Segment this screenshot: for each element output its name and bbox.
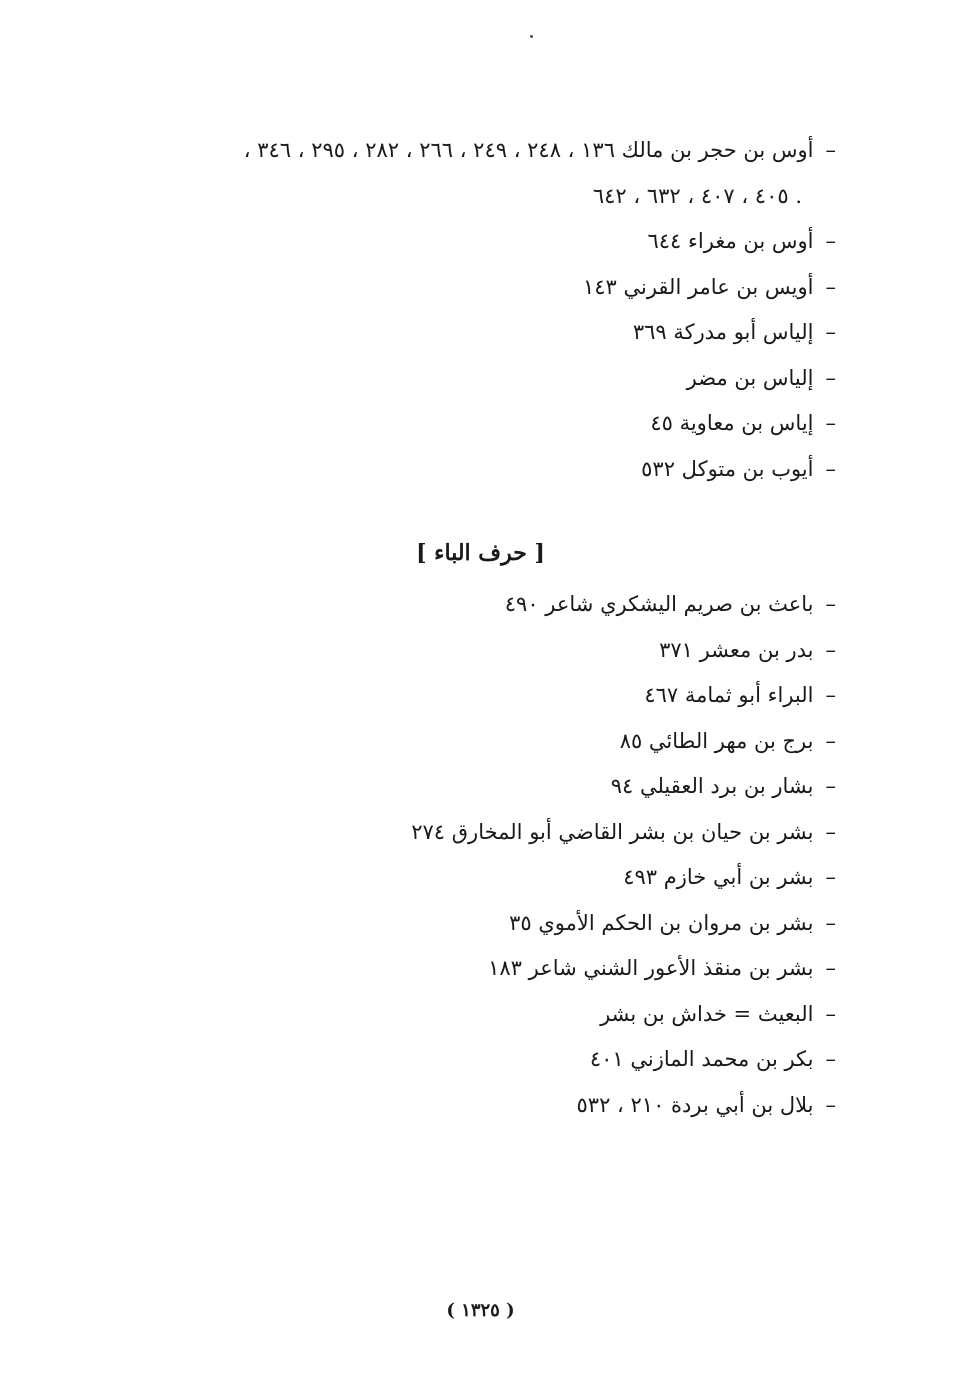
index-entry [116,364,836,410]
entry-text: أوس بن حجر بن مالك ١٣٦ ، ٢٤٨ ، ٢٤٩ ، ٢٦٦ ، ٢٨٢ ، ٢٩٥ ، ٣٤٦ ، [243,138,814,162]
index-entry [116,863,836,909]
entry-dash: – [825,637,836,662]
index-entry [116,455,836,501]
entry-text: برج بن مهر الطائي ٨٥ [619,728,814,753]
entry-text: باعث بن صريم اليشكري شاعر ٤٩٠ [504,592,814,616]
index-entry-continuation [116,182,802,228]
entry-dash: – [825,774,836,798]
entry-text: بشار بن برد العقيلي ٩٤ [610,774,814,798]
scan-speck [530,35,533,38]
entry-dash: – [825,320,836,344]
index-entry [116,909,836,955]
entry-dash: – [825,1047,836,1071]
entry-text: أويس بن عامر القرني ١٤٣ [582,274,814,299]
entry-dash: – [825,456,836,481]
entry-dash: – [825,683,836,707]
index-entry [116,136,836,182]
index-entry [116,818,836,864]
entry-dash: – [825,229,836,253]
index-entry [116,318,836,364]
section-ba-header: [ حرف الباء ] [416,540,545,566]
entry-text: البراء أبو ثمامة ٤٦٧ [644,683,814,707]
page-number: ( ١٣٢٥ ) [446,1300,515,1321]
entry-text: البعيث = خداش بن بشر [600,1001,814,1026]
index-entry [116,681,836,727]
entry-text: بكر بن محمد المازني ٤٠١ [589,1047,814,1071]
entry-text: بلال بن أبي بردة ٢١٠ ، ٥٣٢ [576,1092,814,1117]
entry-text: إياس بن معاوية ٤٥ [650,411,814,435]
entry-text: أوس بن مغراء ٦٤٤ [647,229,814,253]
entry-dash: – [825,910,836,935]
entry-text: بدر بن معشر ٣٧١ [659,637,814,662]
index-entry [116,636,836,682]
entry-dash: – [825,592,836,616]
entry-dash: – [825,819,836,844]
entry-dash: – [825,274,836,299]
entry-text: ٤٠٥ ، ٤٠٧ ، ٦٣٢ ، ٦٤٢ . [592,183,802,208]
index-entry [116,772,836,818]
index-entry [116,590,836,636]
entry-dash: – [825,365,836,390]
entry-dash: – [825,411,836,435]
index-entry [116,1045,836,1091]
index-entry [116,227,836,273]
entry-text: بشر بن مروان بن الحكم الأموي ٣٥ [509,910,814,935]
entry-dash: – [825,865,836,889]
entry-text: إلياس بن مضر [686,365,814,390]
index-entry [116,273,836,319]
index-entry [116,1000,836,1046]
entry-text: أيوب بن متوكل ٥٣٢ [641,456,814,481]
index-entry [116,727,836,773]
entry-text: بشر بن منقذ الأعور الشني شاعر ١٨٣ [488,956,814,980]
index-entry [116,954,836,1000]
entry-dash: – [825,956,836,980]
entry-dash: – [825,138,836,162]
section-alif-list [116,136,836,500]
entry-dash: – [825,1001,836,1026]
entry-dash: – [825,728,836,753]
index-entry [116,1091,836,1137]
entry-text: بشر بن حيان بن بشر القاضي أبو المخارق ٢٧٤ [411,819,814,844]
entry-dash: – [825,1092,836,1117]
section-ba-list [116,590,836,1136]
index-entry [116,409,836,455]
entry-text: بشر بن أبي خازم ٤٩٣ [623,865,814,889]
entry-text: إلياس أبو مدركة ٣٦٩ [632,320,814,344]
